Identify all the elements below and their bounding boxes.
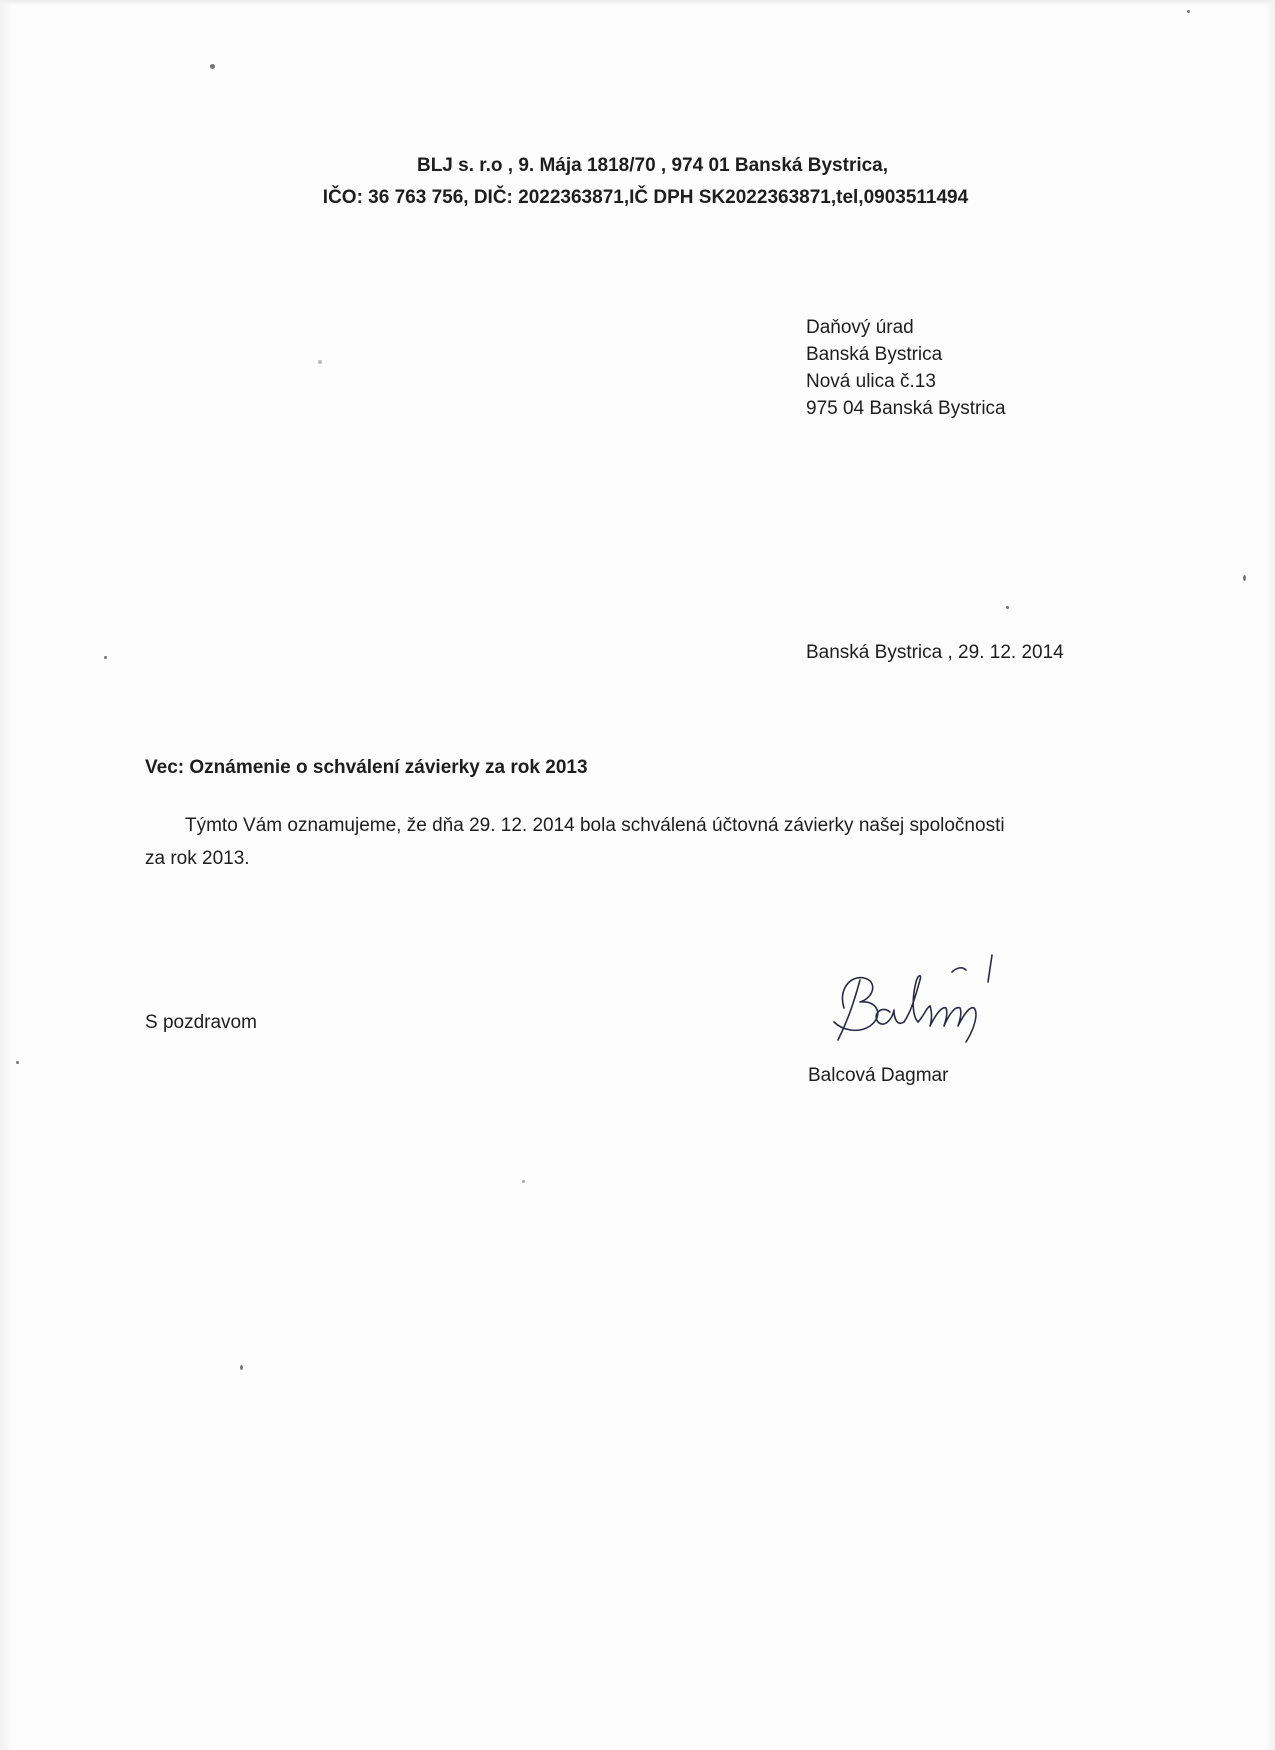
- recipient-address: [806, 314, 1006, 422]
- scan-speck: [16, 1061, 19, 1064]
- scan-speck: [240, 1365, 243, 1370]
- recipient-street: Nová ulica č.13: [806, 371, 936, 392]
- scan-edge-left: [0, 0, 12, 1750]
- letterhead-ids-line: IČO: 36 763 756, DIČ: 2022363871,IČ DPH SK2022363871,tel,0903511494: [322, 187, 969, 208]
- date-line: Banská Bystrica , 29. 12. 2014: [806, 642, 1064, 663]
- scan-speck: [1006, 606, 1009, 609]
- body-line: za rok 2013.: [145, 848, 250, 869]
- scan-edge-top: [0, 0, 1275, 6]
- scan-speck: [1243, 575, 1246, 581]
- letterhead-company-line: BLJ s. r.o , 9. Mája 1818/70 , 974 01 Banská Bystrica,: [416, 155, 889, 176]
- greeting: S pozdravom: [145, 1012, 257, 1033]
- letterhead: [0, 150, 1275, 214]
- scan-speck: [1187, 10, 1190, 13]
- signer-name: Balcová Dagmar: [808, 1065, 949, 1086]
- scan-speck: [522, 1180, 525, 1183]
- body-line: Týmto Vám oznamujeme, že dňa 29. 12. 2014 bola schválená účtovná závierky našej spoločnosti: [185, 815, 1005, 836]
- recipient-postal: 975 04 Banská Bystrica: [806, 398, 1006, 419]
- subject-line: Vec: Oznámenie o schválení závierky za rok 2013: [145, 757, 588, 778]
- scan-speck: [210, 64, 215, 69]
- letter-body: [145, 809, 1065, 875]
- recipient-city: Banská Bystrica: [806, 344, 943, 365]
- scan-speck: [104, 656, 107, 659]
- handwritten-signature: [820, 950, 1020, 1060]
- scan-speck: [318, 360, 322, 364]
- recipient-name: Daňový úrad: [806, 317, 914, 338]
- scan-edge-right: [1265, 0, 1275, 1750]
